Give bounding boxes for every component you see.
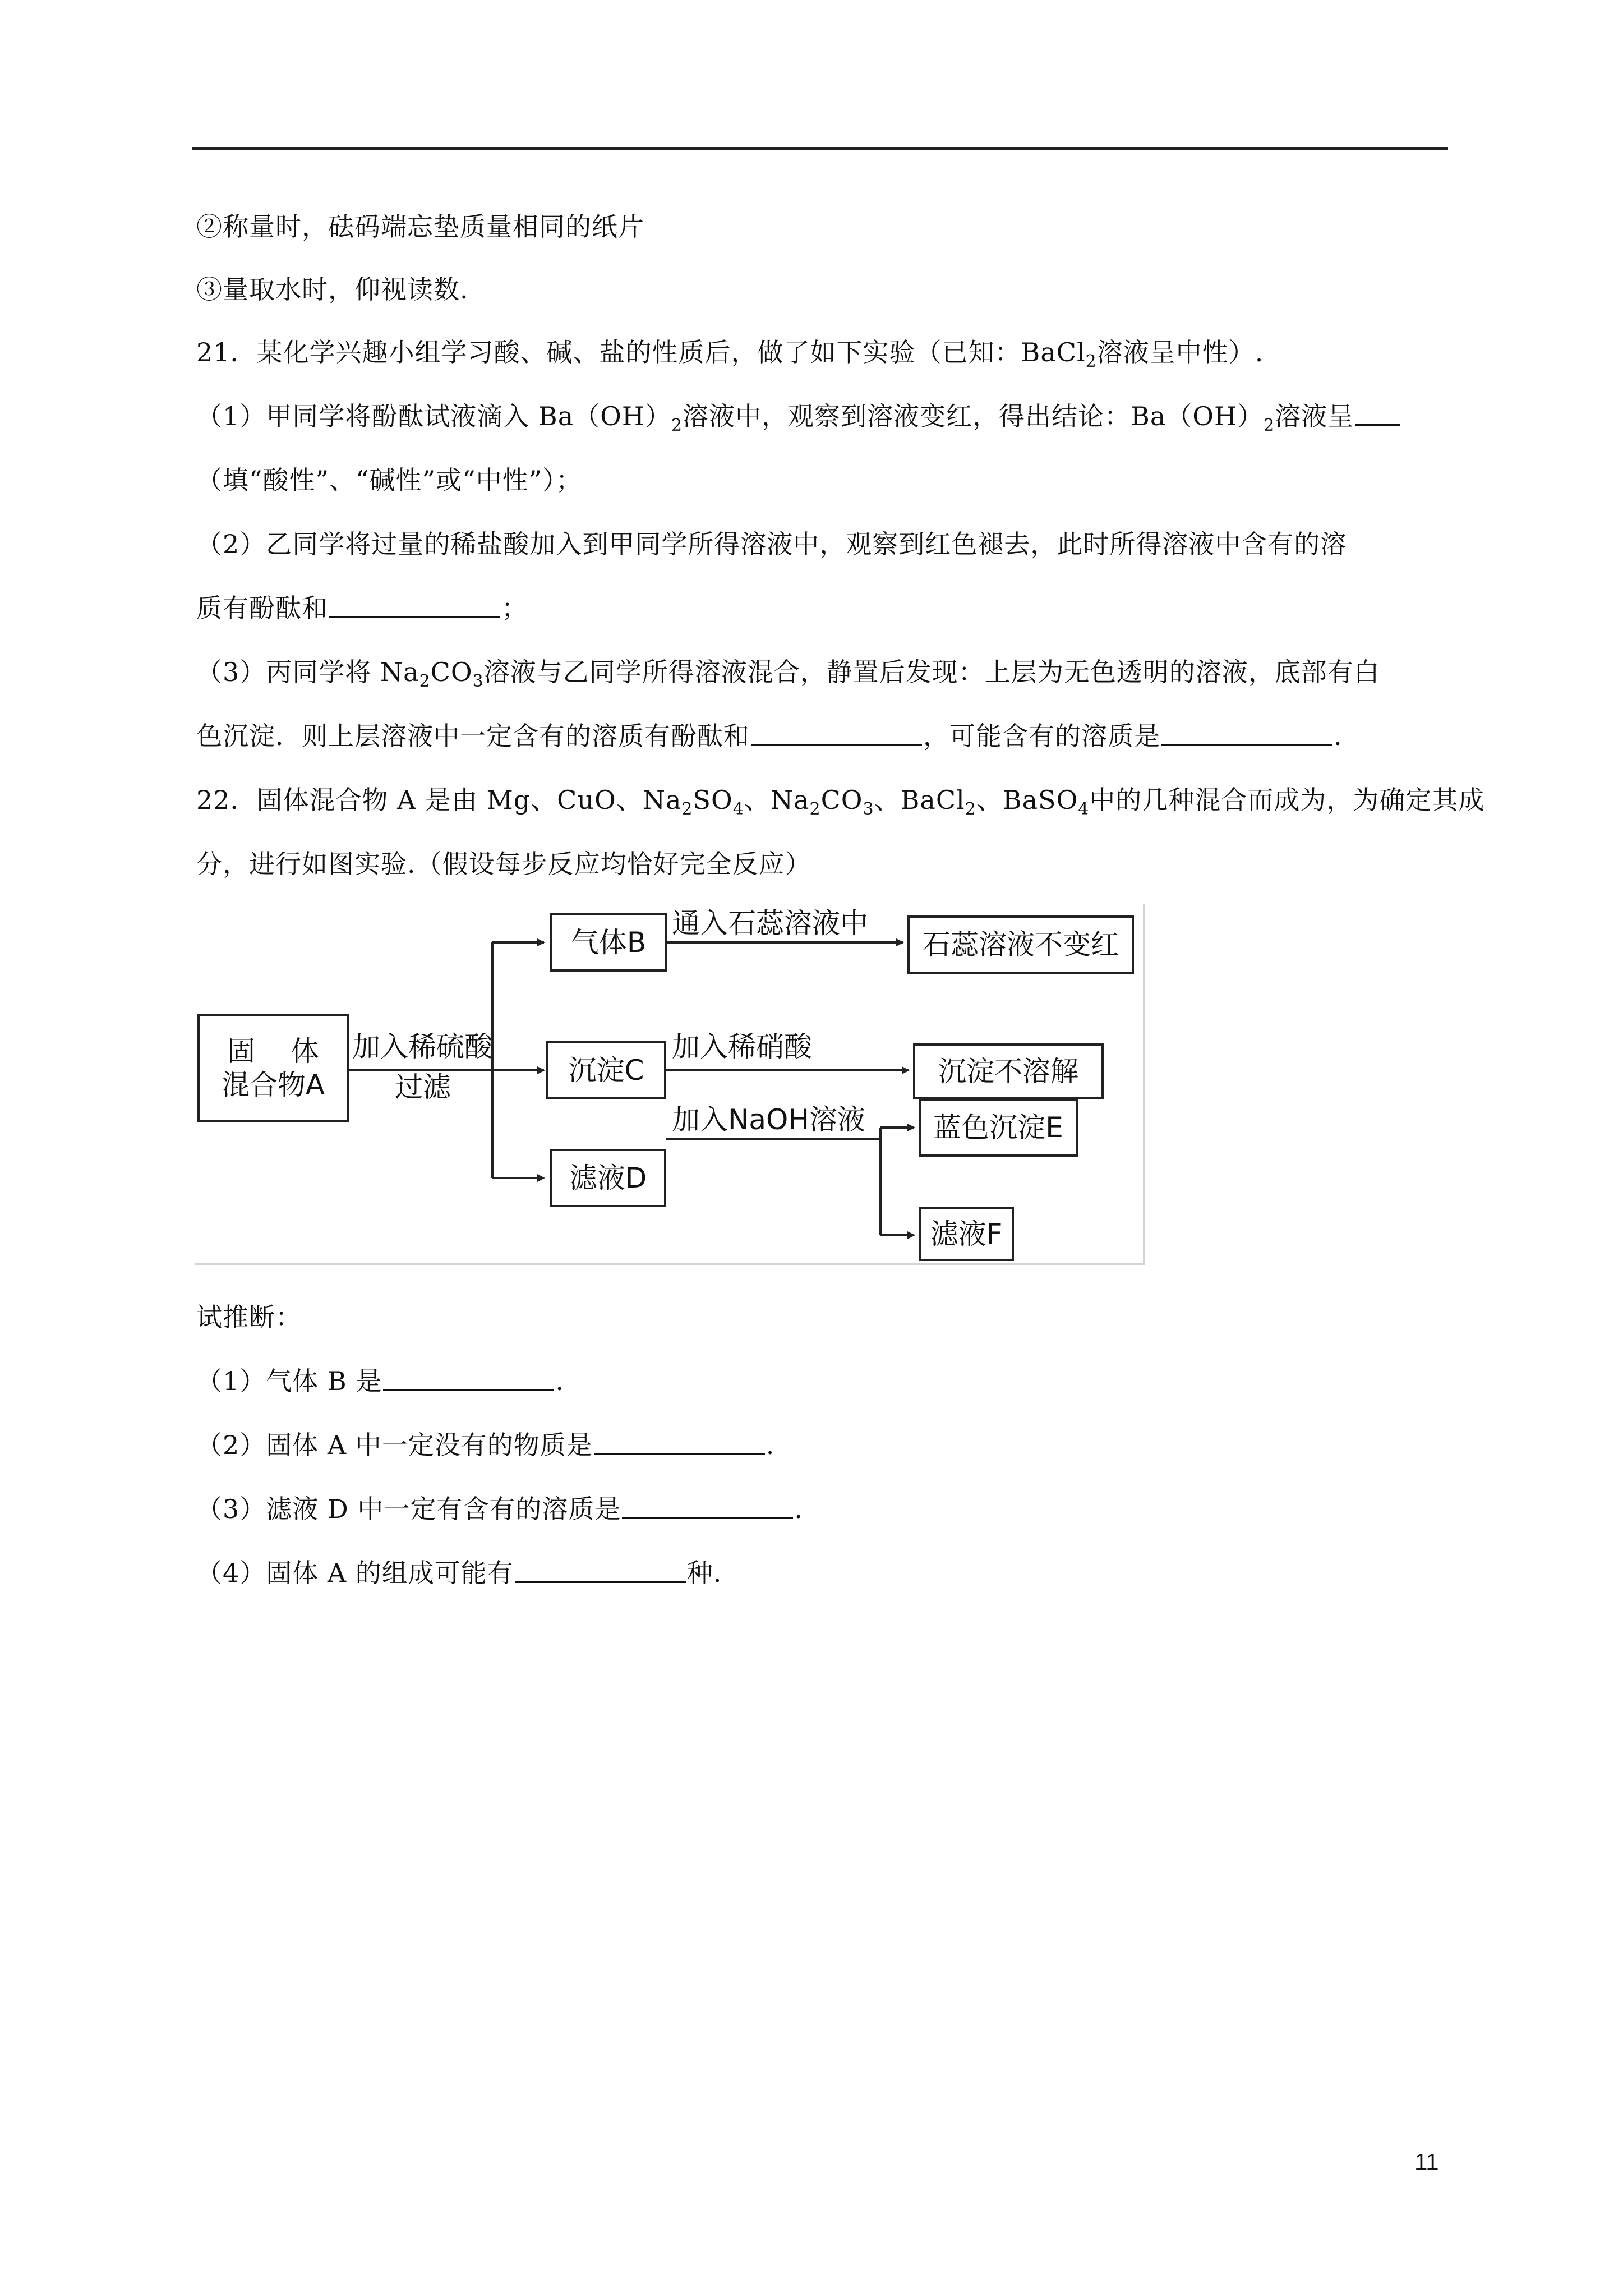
box-precipitate-c: 沉淀C — [546, 1041, 666, 1099]
box-filtrate-f: 滤液F — [919, 1207, 1014, 1261]
box-litmus-not-red: 石蕊溶液不变红 — [907, 915, 1134, 974]
infer-heading: 试推断： — [196, 1302, 302, 1332]
box-precipitate-insoluble: 沉淀不溶解 — [913, 1043, 1104, 1099]
question-21-part-3: （3）丙同学将 $Na_2CO_3$溶液与乙同学所得溶液混合，静置后发现：上层为无色透明的溶液，底部有白 — [196, 657, 1380, 691]
header-rule — [192, 147, 1448, 150]
answer-blank[interactable] — [594, 1428, 765, 1455]
question-21-part-2-cont: 质有酚酞和 ； — [196, 591, 528, 625]
box-blue-precipitate-e: 蓝色沉淀E — [919, 1098, 1078, 1157]
label-add-dilute-sulfuric-acid: 加入稀硫酸 — [352, 1030, 492, 1063]
text-line-weighing: ②称量时，砝码端忘垫质量相同的纸片 — [196, 211, 644, 242]
question-21-part-1: （1）甲同学将酚酞试液滴入 $Ba(OH)_2$溶液中，观察到溶液变红，得出结论：$Ba(OH)_2$溶液呈 — [196, 399, 1401, 433]
question-21-part-2: （2）乙同学将过量的稀盐酸加入到甲同学所得溶液中，观察到红色褪去，此时所得溶液中含有的溶 — [196, 529, 1347, 559]
infer-part-2: （2）固体 A 中一定没有的物质是 . — [196, 1428, 774, 1462]
infer-part-3: （3）滤液 D 中一定有含有的溶质是 . — [196, 1492, 803, 1526]
answer-blank[interactable] — [329, 591, 500, 618]
answer-blank[interactable] — [622, 1492, 793, 1519]
answer-blank[interactable] — [515, 1556, 686, 1583]
infer-part-1: （1）气体 B 是 . — [196, 1364, 564, 1398]
answer-blank[interactable] — [751, 719, 922, 746]
label-add-naoh-solution: 加入NaOH溶液 — [672, 1103, 865, 1136]
question-22-title: 22．固体混合物 A 是由 Mg、CuO、$Na_2SO_4$、$Na_2CO_3$、BaCl$_2$、BaSO$_4$中的几种混合而成为，为确定其成 — [196, 785, 1485, 819]
box-filtrate-d: 滤液D — [550, 1149, 666, 1207]
box-gas-b: 气体B — [550, 913, 667, 972]
answer-blank[interactable] — [1355, 399, 1400, 426]
label-add-dilute-nitric-acid: 加入稀硝酸 — [672, 1030, 812, 1063]
infer-part-4: （4）固体 A 的组成可能有 种. — [196, 1556, 722, 1590]
page-number: 11 — [1414, 2148, 1439, 2175]
experiment-flow-diagram — [195, 904, 1145, 1265]
box-solid-mixture-a: 固 体 混合物A — [197, 1014, 349, 1122]
label-pass-into-litmus: 通入石蕊溶液中 — [672, 907, 868, 940]
question-21-part-1-options: （填“酸性”、“碱性”或“中性”）； — [196, 465, 583, 495]
text-line-measuring: ③量取水时，仰视读数. — [196, 274, 469, 305]
question-21-part-3-cont: 色沉淀．则上层溶液中一定含有的溶质有酚酞和 ，可能含有的溶质是 . — [196, 719, 1343, 753]
label-filter: 过滤 — [395, 1071, 451, 1103]
question-22-title-cont: 分，进行如图实验.（假设每步反应均恰好完全反应） — [196, 849, 811, 879]
answer-blank[interactable] — [1161, 719, 1332, 746]
answer-blank[interactable] — [383, 1364, 554, 1391]
question-21-title: 21．某化学兴趣小组学习酸、碱、盐的性质后，做了如下实验（已知：BaCl$_2$溶液呈中性）. — [196, 337, 1264, 371]
